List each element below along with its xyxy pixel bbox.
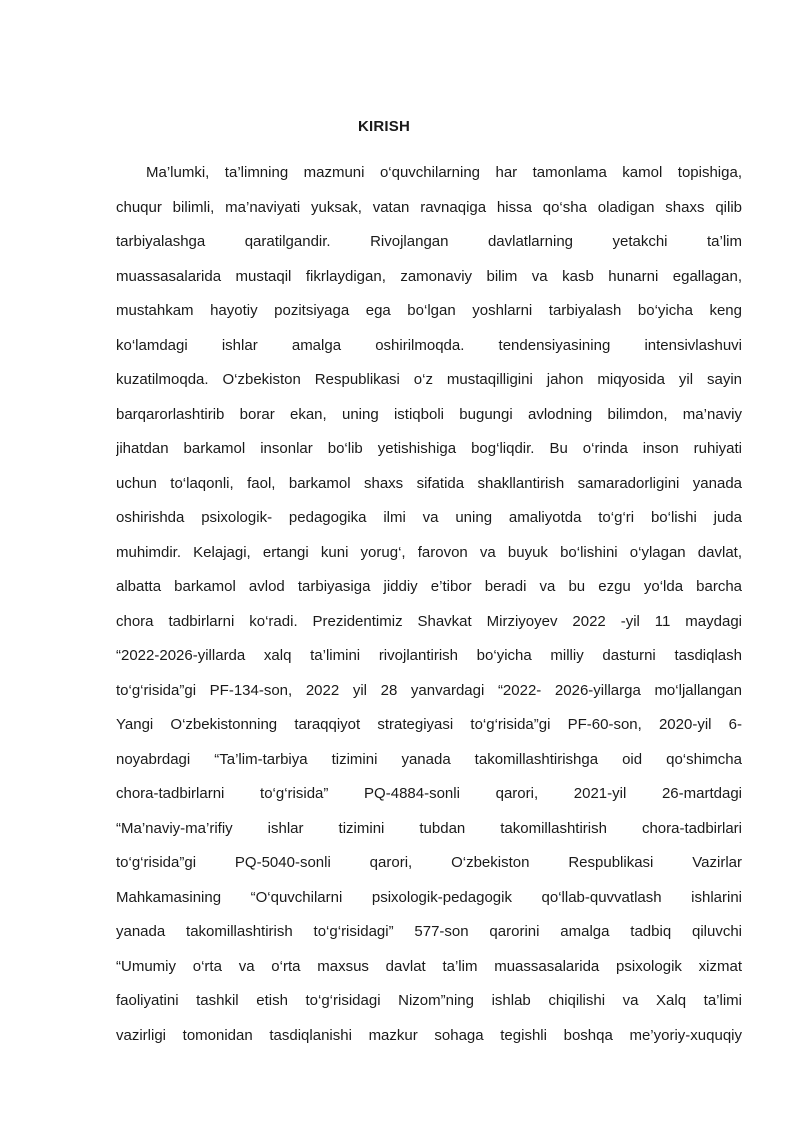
paragraph-line: chora-tadbirlarni to‘g‘risida” PQ-4884-sonli qarori, 2021-yil 26-martdagi — [116, 785, 742, 802]
body-paragraph — [116, 156, 742, 1053]
paragraph-line: Ma’lumki, ta’limning mazmuni o‘quvchilarning har tamonlama kamol topishiga, — [146, 164, 742, 181]
paragraph-line: “Umumiy o‘rta va o‘rta maxsus davlat ta’lim muassasalarida psixologik xizmat — [116, 957, 742, 975]
paragraph-line: Mahkamasining “O‘quvchilarni psixologik-pedagogik qo‘llab-quvvatlash ishlarini — [116, 888, 742, 906]
paragraph-line: to‘g‘risida”gi PF-134-son, 2022 yil 28 yanvardagi “2022- 2026-yillarga mo‘ljallangan — [116, 681, 742, 699]
paragraph-line: uchun to‘laqonli, faol, barkamol shaxs sifatida shakllantirish samaradorligini yanada — [116, 474, 742, 492]
paragraph-line: kuzatilmoqda. O‘zbekiston Respublikasi o‘z mustaqilligini jahon miqyosida yil sayin — [116, 371, 742, 388]
paragraph-line: jihatdan barkamol insonlar bo‘lib yetishishiga bog‘liqdir. Bu o‘rinda inson ruhiyati — [116, 440, 742, 457]
paragraph-line: chuqur bilimli, ma’naviyati yuksak, vatan ravnaqiga hissa qo‘sha oladigan shaxs qilib — [116, 198, 742, 216]
paragraph-line: noyabrdagi “Ta’lim-tarbiya tizimini yanada takomillashtirishga oid qo‘shimcha — [116, 750, 742, 768]
paragraph-line: albatta barkamol avlod tarbiyasiga jiddiy e’tibor beradi va bu ezgu yo‘lda barcha — [116, 578, 742, 595]
paragraph-line: tarbiyalashga qaratilgandir. Rivojlangan davlatlarning yetakchi ta’lim — [116, 233, 742, 250]
paragraph-line: yanada takomillashtirish to‘g‘risidagi” 577-son qarorini amalga tadbiq qiluvchi — [116, 923, 742, 940]
paragraph-line: to‘g‘risida”gi PQ-5040-sonli qarori, O‘zbekiston Respublikasi Vazirlar — [116, 854, 742, 871]
paragraph-line: “Ma’naviy-ma’rifiy ishlar tizimini tubdan takomillashtirish chora-tadbirlari — [116, 819, 742, 837]
paragraph-line: Yangi O‘zbekistonning taraqqiyot strategiyasi to‘g‘risida”gi PF-60-son, 2020-yil 6- — [116, 716, 742, 733]
paragraph-line: ko‘lamdagi ishlar amalga oshirilmoqda. tendensiyasining intensivlashuvi — [116, 336, 742, 354]
paragraph-line: muassasalarida mustaqil fikrlaydigan, zamonaviy bilim va kasb hunarni egallagan, — [116, 267, 742, 285]
paragraph-line: mustahkam hayotiy pozitsiyaga ega bo‘lgan yoshlarni tarbiyalash bo‘yicha keng — [116, 302, 742, 319]
paragraph-line: barqarorlashtirib borar ekan, uning istiqboli bugungi avlodning bilimdon, ma’naviy — [116, 405, 742, 423]
paragraph-line: vazirligi tomonidan tasdiqlanishi mazkur sohaga tegishli boshqa me’yoriy-xuquqiy — [116, 1026, 742, 1044]
section-heading: KIRISH — [357, 118, 411, 135]
paragraph-line: faoliyatini tashkil etish to‘g‘risidagi Nizom”ning ishlab chiqilishi va Xalq ta’limi — [116, 992, 742, 1009]
paragraph-line: oshirishda psixologik- pedagogika ilmi va uning amaliyotda to‘g‘ri bo‘lishi juda — [116, 509, 742, 526]
paragraph-line: chora tadbirlarni ko‘radi. Prezidentimiz Shavkat Mirziyoyev 2022 -yil 11 maydagi — [116, 612, 742, 630]
paragraph-line: muhimdir. Kelajagi, ertangi kuni yorug‘, farovon va buyuk bo‘lishini o‘ylagan davlat, — [116, 543, 742, 561]
paragraph-line: “2022-2026-yillarda xalq ta’limini rivojlantirish bo‘yicha milliy dasturni tasdiqlash — [116, 647, 742, 664]
